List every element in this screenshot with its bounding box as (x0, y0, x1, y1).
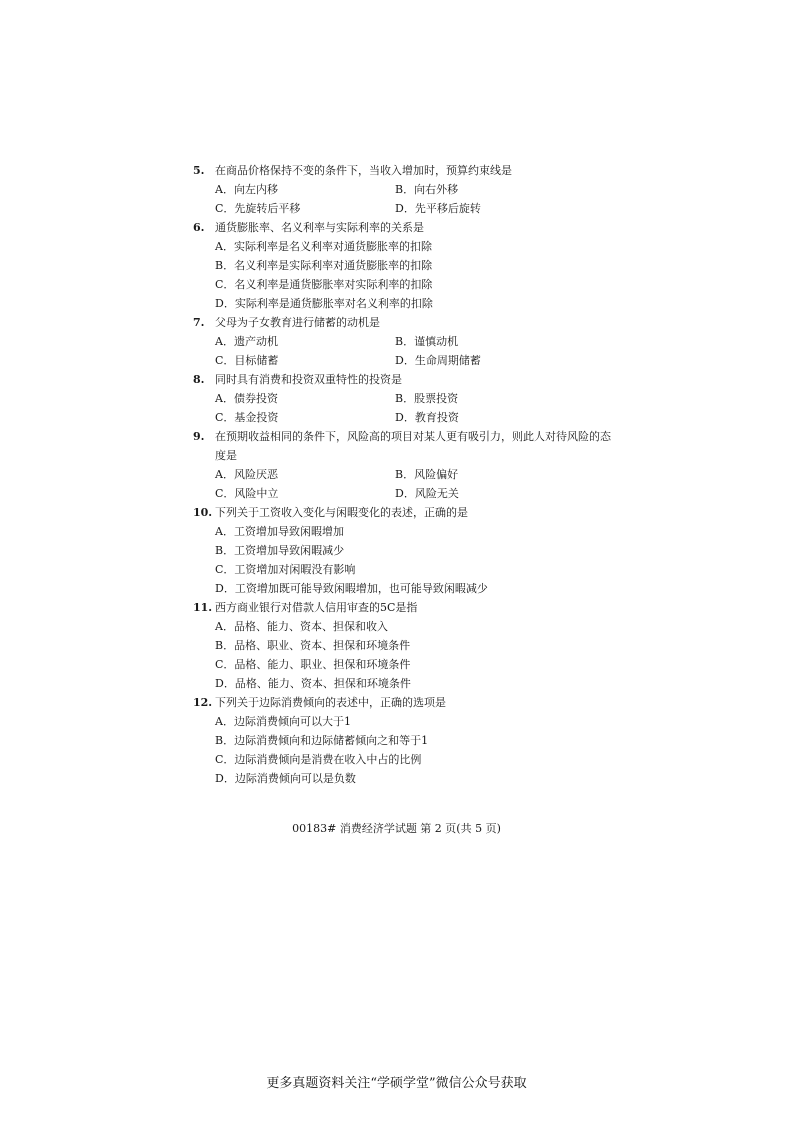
option-d: D．风险无关 (395, 487, 459, 500)
option-a: A．风险厌恶 (215, 468, 278, 481)
option-c: C．风险中立 (215, 487, 279, 500)
question-text: 父母为子女教育进行储蓄的动机是 (215, 316, 380, 329)
question-text: 同时具有消费和投资双重特性的投资是 (215, 373, 402, 386)
option-b: B．工资增加导致闲暇减少 (215, 544, 345, 557)
option-c: C．基金投资 (215, 411, 279, 424)
question-number: 12. (193, 696, 213, 709)
question (193, 370, 623, 427)
option-a: A．品格、能力、资本、担保和收入 (215, 620, 388, 633)
option-d: D．先平移后旋转 (395, 202, 481, 215)
option-c: C．先旋转后平移 (215, 202, 301, 215)
option-b: B．向右外移 (395, 183, 459, 196)
option-c: C．品格、能力、职业、担保和环境条件 (215, 658, 411, 671)
option-b: B．边际消费倾向和边际储蓄倾向之和等于1 (215, 734, 429, 747)
option-d: D．生命周期储蓄 (395, 354, 481, 367)
question-text: 在商品价格保持不变的条件下，当收入增加时，预算约束线是 (215, 164, 512, 177)
option-row (193, 465, 623, 484)
option-b: B．谨慎动机 (395, 335, 459, 348)
question-stem (193, 693, 623, 712)
option-d: D．品格、能力、资本、担保和环境条件 (215, 677, 411, 690)
question-number: 8. (193, 373, 205, 386)
option-row (193, 351, 623, 370)
question-number: 5. (193, 164, 205, 177)
question-number: 9. (193, 430, 205, 443)
question (193, 503, 623, 598)
question-stem (193, 598, 623, 617)
option-b: B．品格、职业、资本、担保和环境条件 (215, 639, 411, 652)
question-text: 通货膨胀率、名义利率与实际利率的关系是 (215, 221, 424, 234)
option-a: A．遗产动机 (215, 335, 278, 348)
option-c: C．目标储蓄 (215, 354, 279, 367)
option-a: A．向左内移 (215, 183, 278, 196)
option-a: A．债券投资 (215, 392, 278, 405)
option-c: C．工资增加对闲暇没有影响 (215, 563, 356, 576)
question-number: 10. (193, 506, 213, 519)
question-number: 7. (193, 316, 205, 329)
question-text-continued: 度是 (215, 449, 237, 462)
question-text: 西方商业银行对借款人信用审查的5C是指 (215, 601, 418, 614)
question-stem (193, 427, 623, 446)
option-a: A．实际利率是名义利率对通货膨胀率的扣除 (215, 240, 432, 253)
question-text: 下列关于工资收入变化与闲暇变化的表述，正确的是 (215, 506, 468, 519)
question (193, 218, 623, 313)
option-b: B．名义利率是实际利率对通货膨胀率的扣除 (215, 259, 433, 272)
option-row (193, 332, 623, 351)
option-d: D．边际消费倾向可以是负数 (215, 772, 356, 785)
option-d: D．工资增加既可能导致闲暇增加，也可能导致闲暇减少 (215, 582, 488, 595)
option-b: B．风险偏好 (395, 468, 459, 481)
option-c: C．名义利率是通货膨胀率对实际利率的扣除 (215, 278, 433, 291)
question-number: 11. (193, 601, 213, 614)
option-row (193, 180, 623, 199)
promo-note: 更多真题资料关注“学硕学堂”微信公众号获取 (266, 1076, 527, 1091)
question-stem (193, 503, 623, 522)
option-c: C．边际消费倾向是消费在收入中占的比例 (215, 753, 422, 766)
option-row (193, 199, 623, 218)
page-footer: 00183# 消费经济学试题 第 2 页(共 5 页) (292, 822, 501, 835)
question-stem (193, 161, 623, 180)
question (193, 161, 623, 218)
option-d: D．教育投资 (395, 411, 459, 424)
question (193, 427, 623, 503)
question-list (193, 161, 623, 788)
option-row (193, 389, 623, 408)
question-stem (193, 370, 623, 389)
question (193, 313, 623, 370)
question-text: 在预期收益相同的条件下，风险高的项目对某人更有吸引力，则此人对待风险的态 (215, 430, 611, 443)
option-row (193, 484, 623, 503)
question-number: 6. (193, 221, 205, 234)
question-stem (193, 218, 623, 237)
question-stem (193, 313, 623, 332)
option-b: B．股票投资 (395, 392, 459, 405)
option-row (193, 408, 623, 427)
option-a: A．工资增加导致闲暇增加 (215, 525, 344, 538)
option-d: D．实际利率是通货膨胀率对名义利率的扣除 (215, 297, 433, 310)
question (193, 693, 623, 788)
question (193, 598, 623, 693)
question-text: 下列关于边际消费倾向的表述中，正确的选项是 (215, 696, 446, 709)
option-a: A．边际消费倾向可以大于1 (215, 715, 351, 728)
